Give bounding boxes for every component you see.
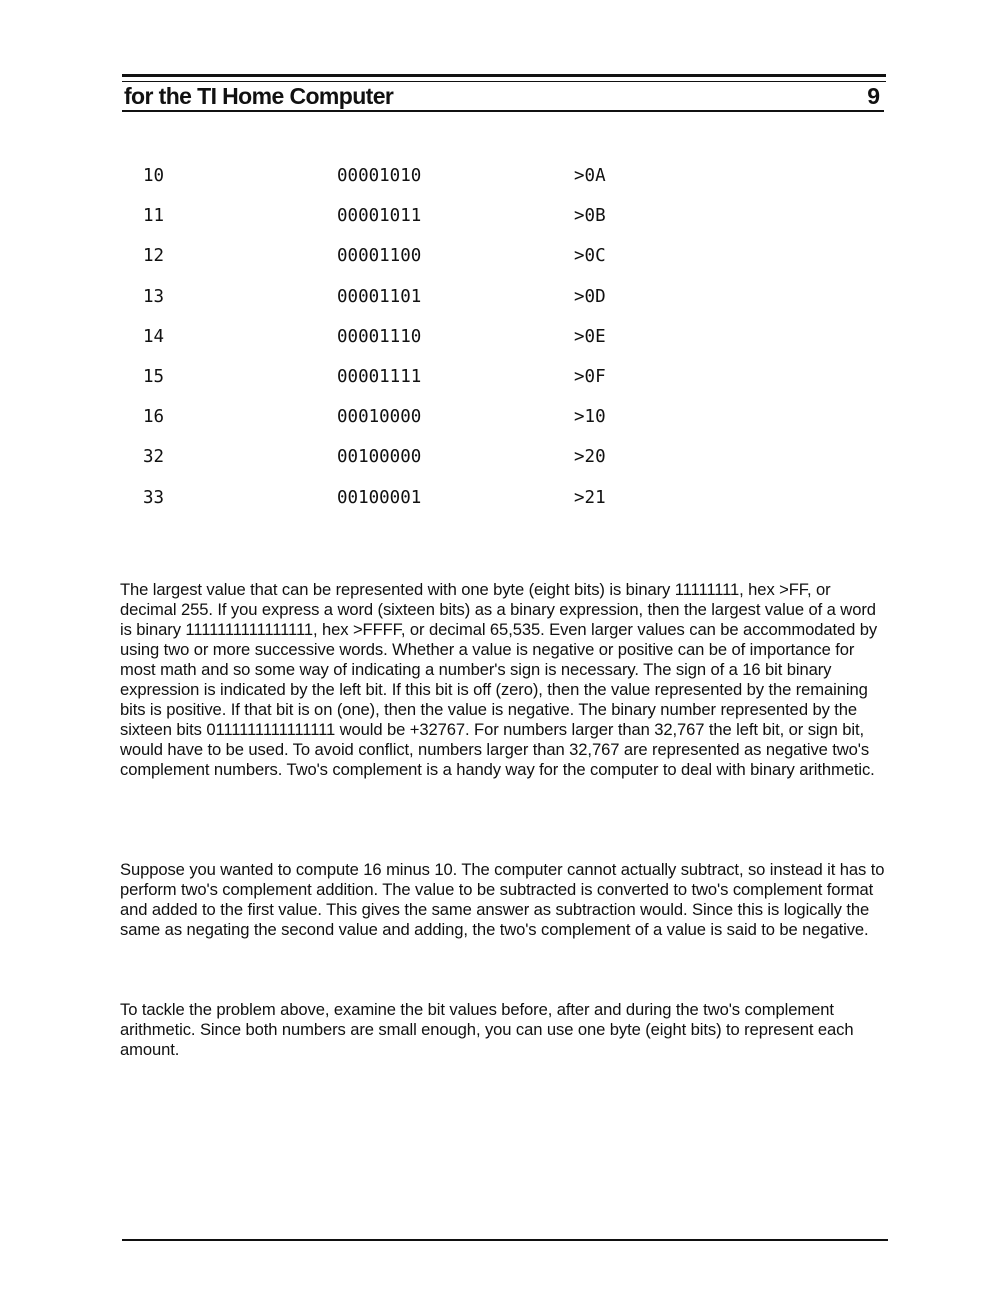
binary-value: 00001111 <box>337 366 422 387</box>
hex-value: >0B <box>574 206 606 227</box>
hex-value: >0A <box>574 166 606 186</box>
decimal-value: 13 <box>143 286 165 307</box>
decimal-value: 12 <box>143 246 165 267</box>
binary-value: 00001101 <box>337 286 422 307</box>
header-title: for the TI Home Computer <box>124 83 394 109</box>
decimal-value: 15 <box>143 366 165 387</box>
binary-value: 00001110 <box>337 326 422 347</box>
decimal-value: 10 <box>143 166 165 186</box>
decimal-value: 33 <box>143 487 165 508</box>
page-number: 9 <box>867 83 880 109</box>
header-rule <box>122 74 886 82</box>
binary-value: 00100001 <box>337 487 422 508</box>
running-header <box>122 82 884 112</box>
body-paragraph-bit-values: To tackle the problem above, examine the bit values before, after and during the two's complement arithmetic. Since both numbers are small enough, you can use one byte (eight bits) to represent each amount. <box>120 1000 854 1059</box>
decimal-value: 11 <box>143 206 165 227</box>
footer-rule <box>122 1239 888 1241</box>
hex-value: >10 <box>574 407 606 428</box>
decimal-value: 32 <box>143 447 165 468</box>
binary-value: 00010000 <box>337 407 422 428</box>
body-paragraph-subtraction: Suppose you wanted to compute 16 minus 10. The computer cannot actually subtract, so instead it has to perform two's complement addition. The value to be subtracted is converted to two's complement format and added to the first value. This gives the same answer as subtraction would. Since this is logically the same as negating the second value and adding, the two's complement of a value is said to be negative. <box>120 860 885 939</box>
binary-value: 00001010 <box>337 166 422 186</box>
binary-value: 00001100 <box>337 246 422 267</box>
hex-value: >0E <box>574 326 606 347</box>
hex-value: >0D <box>574 286 606 307</box>
decimal-value: 16 <box>143 407 165 428</box>
binary-value: 00100000 <box>337 447 422 468</box>
hex-value: >21 <box>574 487 606 508</box>
body-paragraph-sign-bit: The largest value that can be represented with one byte (eight bits) is binary 11111111, hex >FF, or decimal 255. If you express a word (sixteen bits) as a binary expression, then the largest value of a word is binary 1111111111111111, hex >FFFF, or decimal 65,535. Even larger values can be accommodated by using two or more successive words. Whether a value is negative or positive can be of importance for most math and so some way of indicating a number's sign is necessary. The sign of a 16 bit binary expression is indicated by the left bit. If this bit is off (zero), then the value represented by the remaining bits is positive. If that bit is on (one), then the value is negative. The binary number represented by the sixteen bits 0111111111111111 would be +32767. For numbers larger than 32,767 the left bit, or sign bit, would have to be used. To avoid conflict, numbers larger than 32,767 are represented as negative two's complement numbers. Two's complement is a handy way for the computer to deal with binary arithmetic. <box>120 580 878 779</box>
hex-value: >20 <box>574 447 606 468</box>
hex-value: >0C <box>574 246 606 267</box>
binary-value: 00001011 <box>337 206 422 227</box>
hex-value: >0F <box>574 366 606 387</box>
decimal-value: 14 <box>143 326 165 347</box>
